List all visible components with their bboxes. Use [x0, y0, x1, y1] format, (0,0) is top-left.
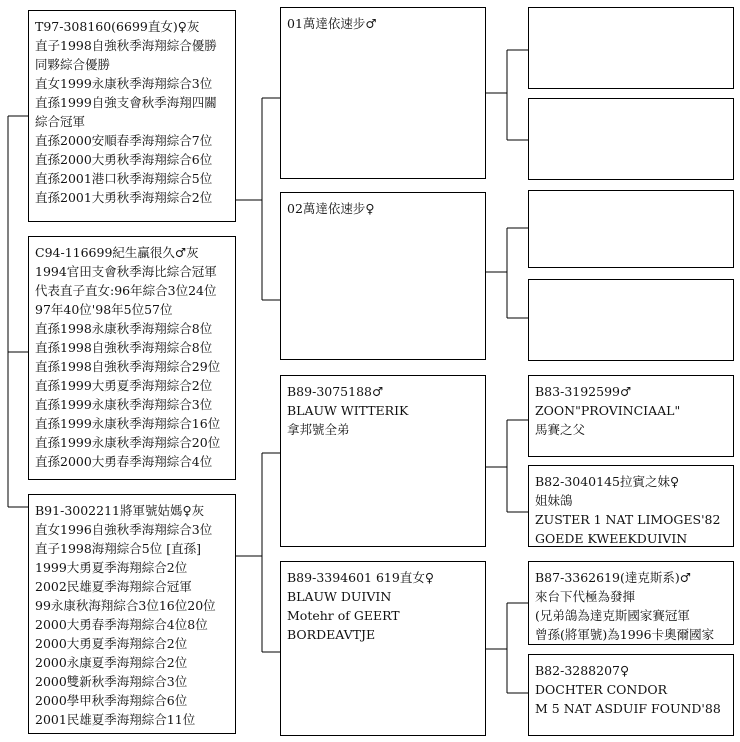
pedigree-text-line: 2000學甲秋季海翔綜合6位 — [35, 693, 188, 708]
gen3-box-3 — [528, 190, 734, 268]
gen3-box-4 — [528, 279, 734, 361]
pedigree-text-line: 直孫1999永康秋季海翔綜合20位 — [35, 435, 221, 450]
gen3-box-1 — [528, 7, 734, 89]
pedigree-text-line: 1994官田支會秋季海比綜合冠軍 — [35, 264, 217, 279]
gen3-box-8 — [528, 654, 734, 736]
pedigree-text-line: 2000永康夏季海翔綜合2位 — [35, 655, 188, 670]
pedigree-text-line: 直孫1998永康秋季海翔綜合8位 — [35, 321, 213, 336]
pedigree-text-line: GOEDE KWEEKDUIVIN — [535, 531, 688, 546]
pedigree-text-line: 直孫2000安順春季海翔綜合7位 — [35, 133, 213, 148]
pedigree-text-line: 直孫1999永康秋季海翔綜合16位 — [35, 416, 221, 431]
pedigree-text-line: 1999大勇夏季海翔綜合2位 — [35, 560, 188, 575]
pedigree-text-line: T97-308160(6699直女)♀灰 — [35, 19, 200, 34]
pedigree-text-line: 馬賽之父 — [535, 422, 586, 437]
pedigree-text-line: B83-3192599♂ — [535, 384, 632, 399]
pedigree-text-line: 同夥綜合優勝 — [35, 57, 111, 72]
pedigree-text-line: DOCHTER CONDOR — [535, 682, 668, 697]
pedigree-text-line: 曾孫(將軍號)為1996卡奧爾國家 — [535, 627, 715, 642]
gen2-box-3 — [280, 375, 486, 547]
pedigree-text-line: (兄弟鴿為達克斯國家賽冠軍 — [535, 608, 690, 623]
pedigree-text-line: B91-3002211將軍號姑媽♀灰 — [35, 503, 205, 518]
pedigree-text-line: 直孫2000大勇秋季海翔綜合6位 — [35, 152, 213, 167]
gen2-box-4 — [280, 561, 486, 736]
pedigree-text-line: 來台下代極為發揮 — [535, 589, 636, 604]
pedigree-text-line: C94-116699紀生贏很久♂灰 — [35, 245, 199, 260]
gen2-box-2 — [280, 192, 486, 360]
sire-box — [28, 10, 236, 222]
pedigree-text-line: 直女1996自強秋季海翔綜合3位 — [35, 522, 213, 537]
pedigree-text-line: 直孫2001大勇秋季海翔綜合2位 — [35, 190, 213, 205]
pedigree-text-line: 02萬達依速步♀ — [287, 201, 375, 216]
pedigree-text-line: M 5 NAT ASDUIF FOUND'88 — [535, 701, 721, 716]
pedigree-text-line: 直孫1998自強秋季海翔綜合29位 — [35, 359, 221, 374]
pedigree-text-line: B82-3288207♀ — [535, 663, 630, 678]
pedigree-text-line: 直子1998海翔綜合5位 [直孫] — [35, 541, 201, 556]
pedigree-text-line: 直孫1999大勇夏季海翔綜合2位 — [35, 378, 213, 393]
dam-box — [28, 494, 236, 734]
gen3-box-2 — [528, 98, 734, 180]
pedigree-text-line: 99永康秋海翔綜合3位16位20位 — [35, 598, 216, 613]
pedigree-text-line: 2000大勇春季海翔綜合4位8位 — [35, 617, 208, 632]
pedigree-text-line: 直孫1999永康秋季海翔綜合3位 — [35, 397, 213, 412]
pedigree-text-line: B89-3075188♂ — [287, 384, 384, 399]
pedigree-text-line: 2000大勇夏季海翔綜合2位 — [35, 636, 188, 651]
middle-box — [28, 236, 236, 480]
pedigree-text-line: 97年40位'98年5位57位 — [35, 302, 173, 317]
gen3-box-6 — [528, 465, 734, 547]
pedigree-text-line: 直孫2001港口秋季海翔綜合5位 — [35, 171, 213, 186]
pedigree-text-line: 姐妹鴿 — [535, 493, 573, 508]
pedigree-text-line: 直女1999永康秋季海翔綜合3位 — [35, 76, 213, 91]
pedigree-text-line: 2000雙新秋季海翔綜合3位 — [35, 674, 188, 689]
gen3-box-7 — [528, 561, 734, 645]
pedigree-text-line: B87-3362619(達克斯系)♂ — [535, 570, 691, 585]
pedigree-text-line: ZUSTER 1 NAT LIMOGES'82 — [535, 512, 721, 527]
pedigree-text-line: 綜合冠軍 — [35, 114, 86, 129]
pedigree-text-line: 2001民雄夏季海翔綜合11位 — [35, 712, 196, 727]
pedigree-text-line: 直子1998自強秋季海翔綜合優勝 — [35, 38, 217, 53]
pedigree-text-line: 代表直子直女:96年綜合3位24位 — [35, 283, 217, 298]
pedigree-text-line: 拿邦號全弟 — [287, 422, 350, 437]
pedigree-text-line: BORDEAVTJE — [287, 627, 376, 642]
gen2-box-1 — [280, 7, 486, 179]
pedigree-text-line: BLAUW DUIVIN — [287, 589, 392, 604]
pedigree-text-line: 01萬達依速步♂ — [287, 16, 377, 31]
pedigree-text-line: B89-3394601 619直女♀ — [287, 570, 434, 585]
pedigree-text-line: 直孫1998自強秋季海翔綜合8位 — [35, 340, 213, 355]
pedigree-text-line: 2002民雄夏季海翔綜合冠軍 — [35, 579, 192, 594]
pedigree-text-line: ZOON"PROVINCIAAL" — [535, 403, 681, 418]
gen3-box-5 — [528, 375, 734, 457]
pedigree-text-line: Motehr of GEERT — [287, 608, 400, 623]
pedigree-text-line: BLAUW WITTERIK — [287, 403, 409, 418]
pedigree-text-line: 直孫1999自強支會秋季海翔四關 — [35, 95, 217, 110]
pedigree-text-line: 直孫2000大勇春季海翔綜合4位 — [35, 454, 213, 469]
pedigree-text-line: B82-3040145拉賓之妹♀ — [535, 474, 680, 489]
